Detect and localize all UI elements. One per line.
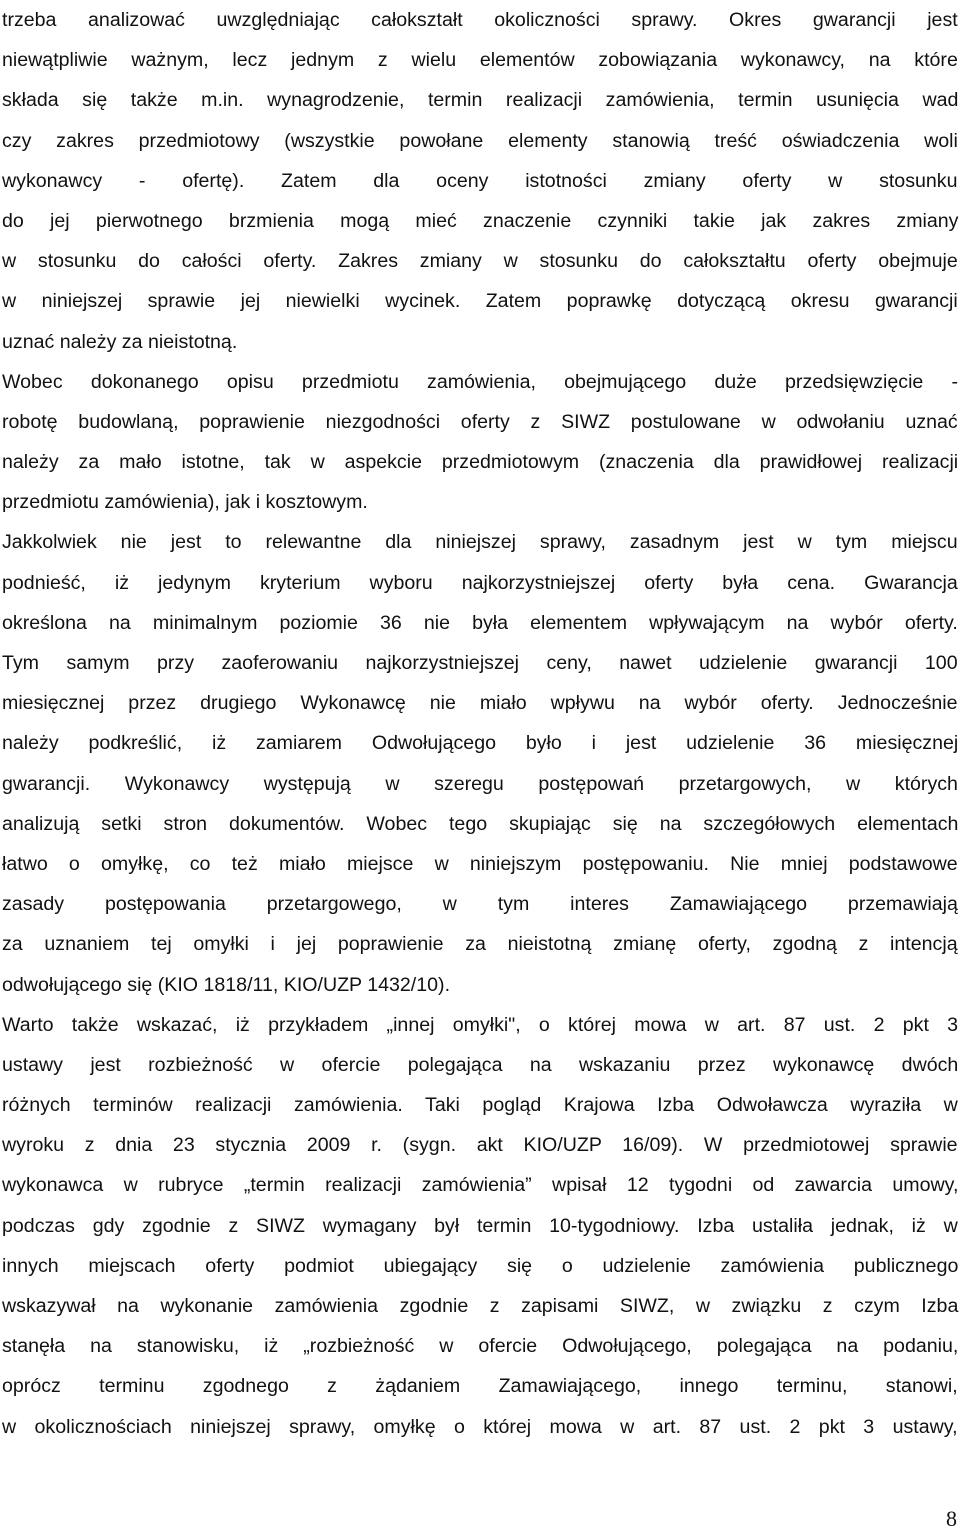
text-line: do jej pierwotnego brzmienia mogą mieć znaczenie czynniki takie jak zakres zmiany: [2, 209, 959, 232]
text-line: stanęła na stanowisku, iż „rozbieżność w ofercie Odwołującego, polegająca na podaniu,: [2, 1335, 959, 1358]
text-line: w okolicznościach niniejszej sprawy, omyłkę o której mowa w art. 87 ust. 2 pkt 3 ustawy,: [2, 1415, 958, 1438]
text-line: przedmiotu zamówienia), jak i kosztowym.: [2, 491, 368, 514]
text-line: zasady postępowania przetargowego, w tym interes Zamawiającego przemawiają: [2, 893, 958, 916]
text-line: podnieść, iż jedynym kryterium wyboru najkorzystniejszej oferty była cena. Gwarancja: [2, 571, 958, 594]
text-line: podczas gdy zgodnie z SIWZ wymagany był termin 10-tygodniowy. Izba ustaliła jednak, iż w: [2, 1214, 958, 1237]
text-line: gwarancji. Wykonawcy występują w szeregu postępowań przetargowych, w których: [2, 772, 958, 795]
text-line: wyroku z dnia 23 stycznia 2009 r. (sygn. akt KIO/UZP 16/09). W przedmiotowej sprawie: [2, 1134, 958, 1157]
text-line: należy podkreślić, iż zamiarem Odwołującego było i jest udzielenie 36 miesięcznej: [2, 732, 959, 755]
text-line: oprócz terminu zgodnego z żądaniem Zamawiającego, innego terminu, stanowi,: [2, 1375, 958, 1398]
text-line: Warto także wskazać, iż przykładem „innej omyłki", o której mowa w art. 87 ust. 2 pkt 3: [2, 1013, 959, 1036]
text-line: w stosunku do całości oferty. Zakres zmiany w stosunku do całokształtu oferty obejmuje: [2, 250, 958, 273]
text-line: Wobec dokonanego opisu przedmiotu zamówienia, obejmującego duże przedsięwzięcie -: [2, 370, 959, 393]
text-line: trzeba analizować uwzględniając całokształt okoliczności sprawy. Okres gwarancji jest: [2, 9, 958, 31]
text-line: analizują setki stron dokumentów. Wobec tego skupiając się na szczegółowych elementach: [2, 812, 959, 835]
text-line: składa się także m.in. wynagrodzenie, termin realizacji zamówienia, termin usunięcia wad: [2, 89, 959, 112]
text-line: ustawy jest rozbieżność w ofercie polegająca na wskazaniu przez wykonawcę dwóch: [2, 1053, 959, 1076]
text-line: wykonawcy - ofertę). Zatem dla oceny istotności zmiany oferty w stosunku: [2, 169, 958, 192]
text-line: za uznaniem tej omyłki i jej poprawienie za nieistotną zmianę oferty, zgodną z intencją: [2, 933, 958, 956]
text-line: wykonawca w rubryce „termin realizacji zamówienia” wpisał 12 tygodni od zawarcia umowy,: [2, 1174, 959, 1197]
page-number: 8: [946, 1506, 957, 1531]
text-line: niewątpliwie ważnym, lecz jednym z wielu elementów zobowiązania wykonawcy, na które: [2, 49, 958, 72]
text-line: określona na minimalnym poziomie 36 nie była elementem wpływającym na wybór oferty.: [2, 611, 958, 634]
text-line: Jakkolwiek nie jest to relewantne dla niniejszej sprawy, zasadnym jest w tym miejscu: [2, 531, 958, 554]
document-body-text: [2, 0, 958, 1447]
text-line: uznać należy za nieistotną.: [2, 330, 238, 353]
text-line: innych miejscach oferty podmiot ubiegający się o udzielenie zamówienia publicznego: [2, 1254, 959, 1277]
text-line: różnych terminów realizacji zamówienia. Taki pogląd Krajowa Izba Odwoławcza wyraziła w: [2, 1094, 958, 1117]
text-line: w niniejszej sprawie jej niewielki wycinek. Zatem poprawkę dotyczącą okresu gwarancji: [2, 290, 958, 313]
text-line: wskazywał na wykonanie zamówienia zgodnie z zapisami SIWZ, w związku z czym Izba: [2, 1295, 959, 1317]
text-line: należy za mało istotne, tak w aspekcie przedmiotowym (znaczenia dla prawidłowej realizacji: [2, 451, 959, 474]
text-line: czy zakres przedmiotowy (wszystkie powołane elementy stanowią treść oświadczenia woli: [2, 129, 958, 152]
text-line: robotę budowlaną, poprawienie niezgodności oferty z SIWZ postulowane w odwołaniu uznać: [2, 410, 958, 433]
text-line: odwołującego się (KIO 1818/11, KIO/UZP 1432/10).: [2, 973, 451, 996]
text-line: Tym samym przy zaoferowaniu najkorzystniejszej ceny, nawet udzielenie gwarancji 100: [2, 652, 958, 674]
text-line: miesięcznej przez drugiego Wykonawcę nie miało wpływu na wybór oferty. Jednocześnie: [2, 692, 958, 715]
text-line: łatwo o omyłkę, co też miało miejsce w niniejszym postępowaniu. Nie mniej podstawowe: [2, 852, 958, 875]
